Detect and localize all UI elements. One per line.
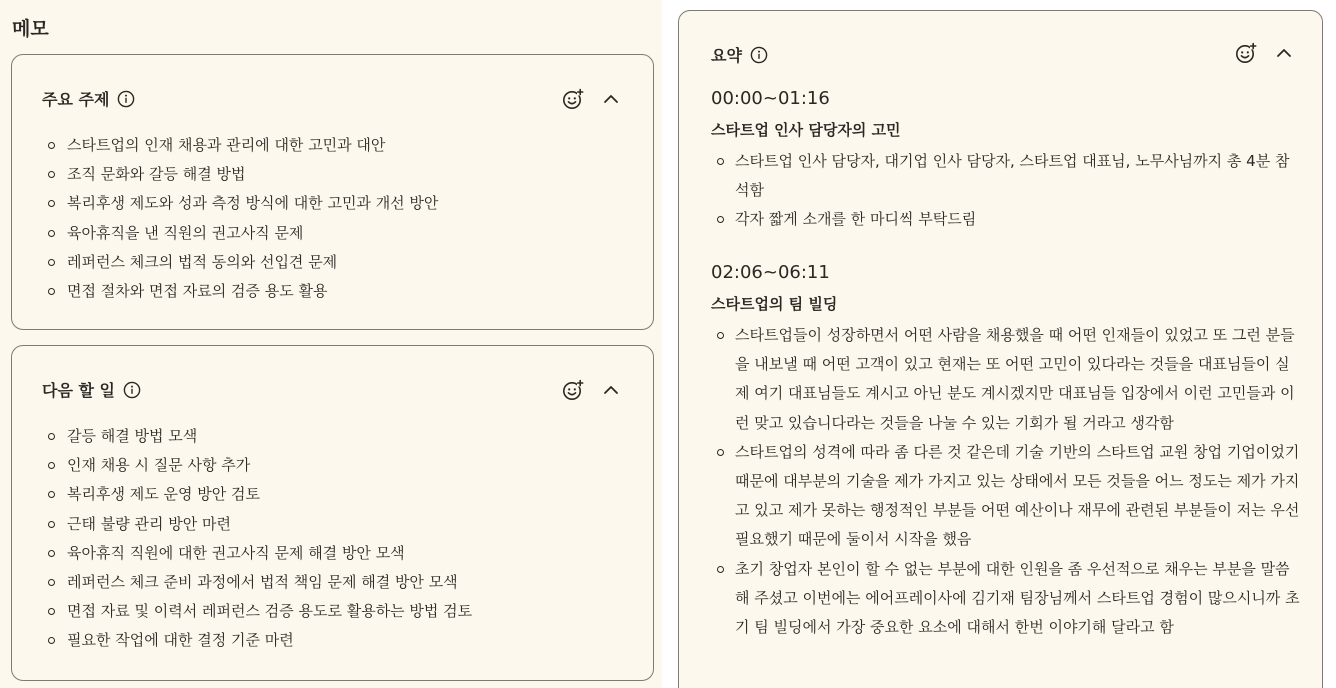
summary-panel <box>662 0 1336 688</box>
section-timestamp[interactable]: 00:00~01:16 <box>711 88 830 109</box>
section-list <box>711 147 1301 235</box>
list-item: 스타트업의 인재 채용과 관리에 대한 고민과 대안 <box>48 131 438 160</box>
list-item: 스타트업 인사 담당자, 대기업 인사 담당자, 스타트업 대표님, 노무사님까지 총 4분 참석함 <box>711 147 1301 205</box>
section-title: 스타트업의 팀 빌딩 <box>711 295 838 313</box>
todo-header <box>42 378 141 401</box>
section-list <box>711 321 1301 642</box>
todo-list <box>48 422 472 656</box>
todo-actions <box>547 378 623 402</box>
list-item: 근태 불량 관리 방안 마련 <box>48 510 472 539</box>
topics-card <box>11 54 654 330</box>
memo-panel <box>0 0 662 688</box>
list-item: 초기 창업자 본인이 할 수 없는 부분에 대한 인원을 좀 우선적으로 채우는 부분을 말씀해 주셨고 이번에는 에어프레이사에 김기재 팀장님께서 스타트업 경험이 많으시니까 초기 팀 빌딩에서 가장 중요한 요소에 대해서 한번 이야기해 달라고 함 <box>711 555 1301 643</box>
collapse-chevron-up-icon[interactable] <box>599 87 623 111</box>
list-item: 갈등 해결 방법 모색 <box>48 422 472 451</box>
topics-header <box>42 87 135 110</box>
summary-actions <box>1220 41 1296 65</box>
summary-title: 요약 <box>711 46 742 65</box>
list-item: 육아휴직을 낸 직원의 권고사직 문제 <box>48 219 438 248</box>
list-item: 레퍼런스 체크 준비 과정에서 법적 책임 문제 해결 방안 모색 <box>48 568 472 597</box>
list-item: 필요한 작업에 대한 결정 기준 마련 <box>48 626 472 655</box>
collapse-chevron-up-icon[interactable] <box>599 378 623 402</box>
list-item: 육아휴직 직원에 대한 권고사직 문제 해결 방안 모색 <box>48 539 472 568</box>
list-item: 조직 문화와 갈등 해결 방법 <box>48 160 438 189</box>
list-item: 면접 자료 및 이력서 레퍼런스 검증 용도로 활용하는 방법 검토 <box>48 597 472 626</box>
topics-title: 주요 주제 <box>42 90 110 109</box>
list-item: 면접 절차와 면접 자료의 검증 용도 활용 <box>48 277 438 306</box>
list-item: 스타트업의 성격에 따라 좀 다른 것 같은데 기술 기반의 스타트업 교원 창업 기업이었기 때문에 대부분의 기술을 제가 가지고 있는 상태에서 모든 것들을 어느 정도는 제가 가지고 있고 제가 못하는 행정적인 부분들 어떤 예산이나 재무에 관련된 부분들이 저는 우선 필요했기 때문에 둘이서 시작을 했음 <box>711 438 1301 555</box>
topics-list <box>48 131 438 306</box>
list-item: 스타트업들이 성장하면서 어떤 사람을 채용했을 때 어떤 인재들이 있었고 또 그런 분들을 내보낼 때 어떤 고객이 있고 현재는 또 어떤 고민이 있다라는 것들을 대표님들이 실제 여기 대표님들도 계시고 아닌 분도 계시겠지만 대표님들 입장에서 이런 고민들과 이런 맞고 있습니다라는 것들을 나눌 수 있는 기회가 될 거라고 생각함 <box>711 321 1301 438</box>
summary-section <box>711 87 1301 235</box>
topics-actions <box>547 87 623 111</box>
info-icon[interactable] <box>123 381 141 399</box>
list-item: 레퍼런스 체크의 법적 동의와 선입견 문제 <box>48 248 438 277</box>
todo-card <box>11 345 654 681</box>
feedback-icon[interactable] <box>561 87 585 111</box>
summary-section <box>711 261 1301 642</box>
section-title: 스타트업 인사 담당자의 고민 <box>711 121 901 139</box>
summary-header <box>711 43 768 66</box>
feedback-icon[interactable] <box>1234 41 1258 65</box>
list-item: 인재 채용 시 질문 사항 추가 <box>48 451 472 480</box>
list-item: 각자 짧게 소개를 한 마디씩 부탁드림 <box>711 205 1301 234</box>
info-icon[interactable] <box>117 90 135 108</box>
list-item: 복리후생 제도와 성과 측정 방식에 대한 고민과 개선 방안 <box>48 189 438 218</box>
feedback-icon[interactable] <box>561 378 585 402</box>
section-timestamp[interactable]: 02:06~06:11 <box>711 262 830 283</box>
summary-card <box>678 10 1323 688</box>
memo-title: 메모 <box>12 18 49 40</box>
todo-title: 다음 할 일 <box>42 381 115 400</box>
info-icon[interactable] <box>750 46 768 64</box>
collapse-chevron-up-icon[interactable] <box>1272 41 1296 65</box>
list-item: 복리후생 제도 운영 방안 검토 <box>48 480 472 509</box>
